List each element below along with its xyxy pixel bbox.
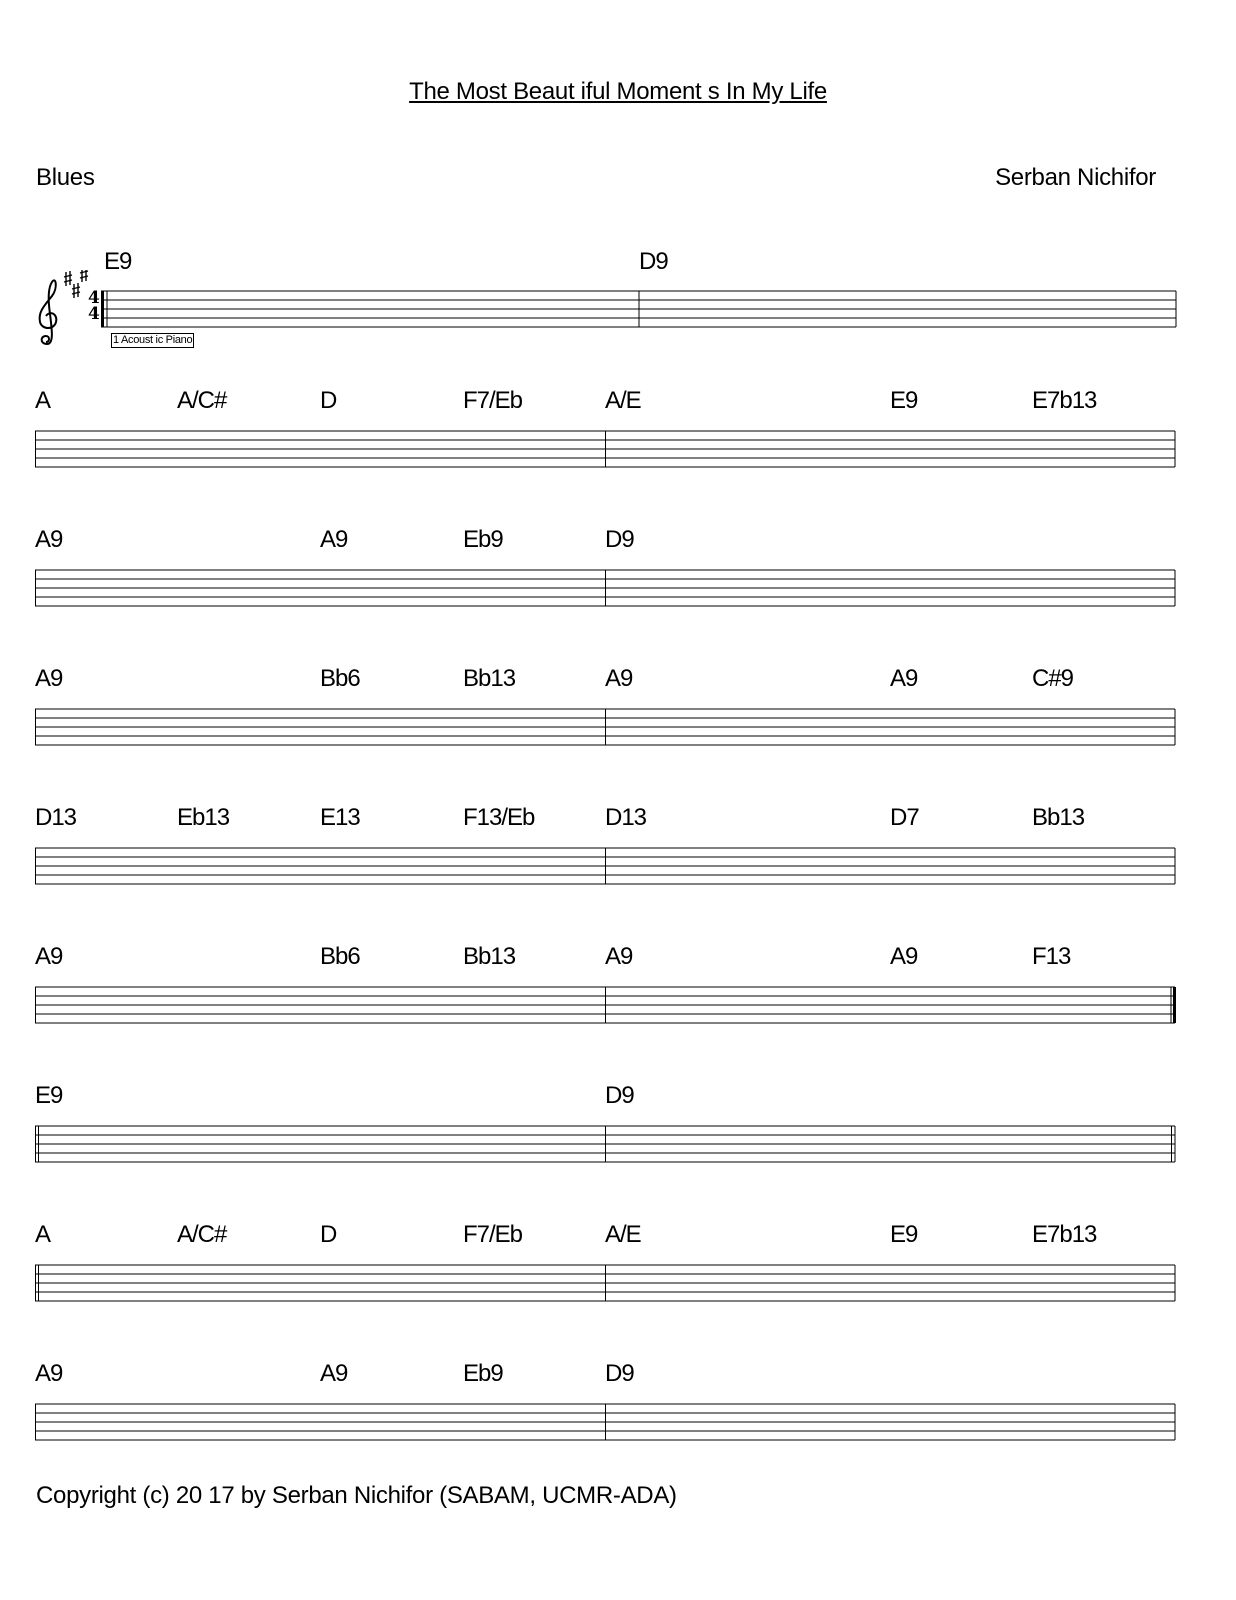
chord-symbol: E9 (35, 1082, 63, 1109)
chord-symbol: E9 (890, 1221, 918, 1248)
chord-symbol: E7b13 (1032, 387, 1097, 414)
composer-name: Serban Nichifor (995, 164, 1156, 191)
chord-symbol: A9 (35, 943, 63, 970)
staff-system (35, 387, 1177, 507)
staff (35, 430, 1177, 466)
chord-symbol: A/E (605, 387, 641, 414)
chord-symbol: A9 (35, 526, 63, 553)
chord-symbol: A/E (605, 1221, 641, 1248)
chord-symbol: A9 (605, 665, 633, 692)
staff-system (35, 1360, 1177, 1480)
chord-symbol: Eb9 (463, 526, 503, 553)
staff (35, 847, 1177, 883)
chord-symbol: A/C# (177, 1221, 227, 1248)
staff (35, 1125, 1177, 1161)
chord-symbol: D (320, 1221, 337, 1248)
staff (35, 569, 1177, 605)
staff (101, 290, 1177, 330)
chord-symbol: D9 (605, 1082, 634, 1109)
chord-symbol: Bb6 (320, 665, 360, 692)
staff-system (35, 526, 1177, 646)
chord-symbol: E9 (104, 248, 132, 275)
chord-symbol: A9 (605, 943, 633, 970)
staff-system (35, 1082, 1177, 1202)
staff-system (35, 943, 1177, 1063)
chord-symbol: F7/Eb (463, 1221, 523, 1248)
chord-symbol: Bb13 (463, 943, 516, 970)
staff-system (35, 804, 1177, 924)
copyright-notice: Copyright (c) 20 17 by Serban Nichifor (SABAM, UCMR-ADA) (36, 1482, 677, 1509)
chord-symbol: D7 (890, 804, 919, 831)
chord-symbol: F13/Eb (463, 804, 535, 831)
staff-system (35, 665, 1177, 785)
staff (35, 1403, 1177, 1439)
chord-symbol: Eb13 (177, 804, 230, 831)
chord-symbol: F13 (1032, 943, 1071, 970)
staff (35, 986, 1177, 1022)
chord-symbol: E9 (890, 387, 918, 414)
chord-symbol: D9 (605, 1360, 634, 1387)
chord-symbol: E7b13 (1032, 1221, 1097, 1248)
chord-symbol: Bb13 (463, 665, 516, 692)
chord-symbol: A9 (320, 526, 348, 553)
chord-symbol: A9 (320, 1360, 348, 1387)
staff (35, 708, 1177, 744)
genre-label: Blues (36, 164, 95, 191)
chord-symbol: A (35, 1221, 51, 1248)
chord-symbol: F7/Eb (463, 387, 523, 414)
chord-symbol: D (320, 387, 337, 414)
score-title: The Most Beaut iful Moment s In My Life (409, 78, 827, 105)
chord-symbol: A (35, 387, 51, 414)
chord-symbol: Bb13 (1032, 804, 1085, 831)
chord-symbol: A9 (35, 1360, 63, 1387)
chord-symbol: A9 (890, 943, 918, 970)
chord-symbol: A/C# (177, 387, 227, 414)
staff (35, 1264, 1177, 1300)
chord-symbol: D13 (605, 804, 647, 831)
chord-symbol: A9 (890, 665, 918, 692)
chord-symbol: D9 (605, 526, 634, 553)
chord-symbol: Eb9 (463, 1360, 503, 1387)
chord-symbol: A9 (35, 665, 63, 692)
chord-symbol: C#9 (1032, 665, 1074, 692)
staff-system (35, 1221, 1177, 1341)
chord-symbol: D13 (35, 804, 77, 831)
chord-symbol: E13 (320, 804, 360, 831)
instrument-label: 1 Acoust ic Piano (113, 334, 193, 346)
chord-symbol: Bb6 (320, 943, 360, 970)
time-signature: 4 4 (88, 288, 100, 324)
chord-symbol: D9 (639, 248, 668, 275)
